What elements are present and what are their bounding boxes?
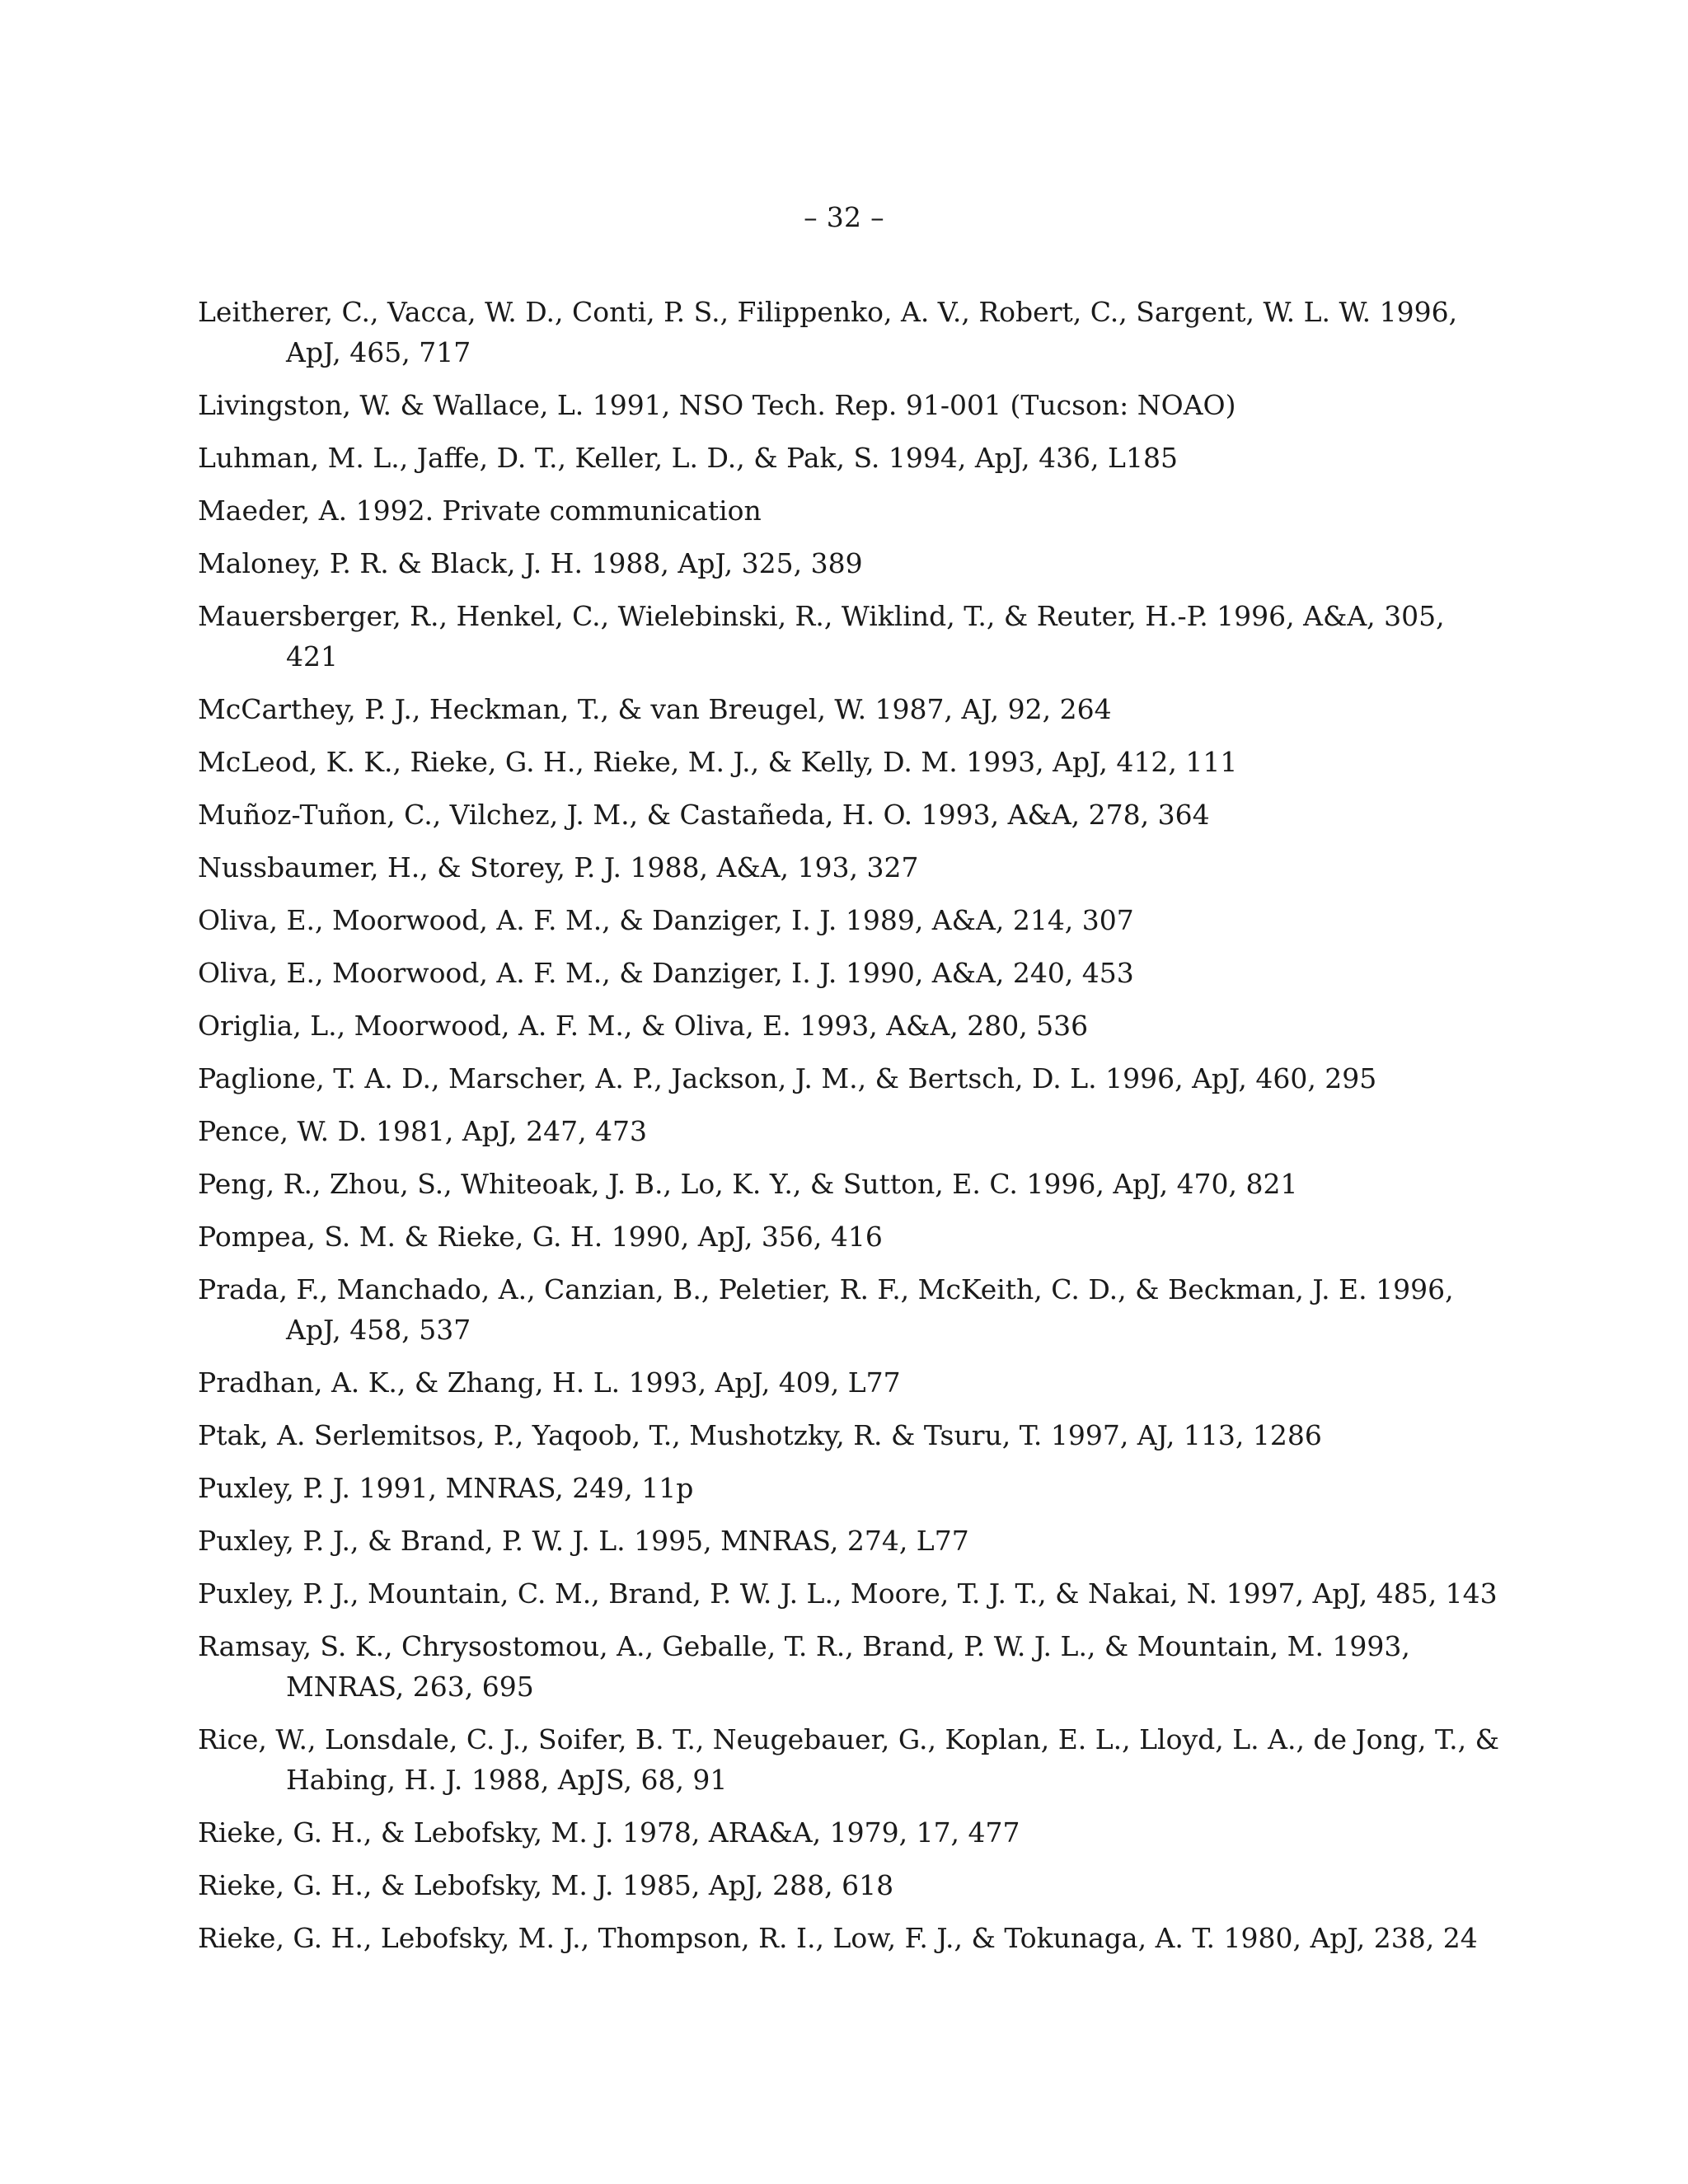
reference-entry: Luhman, M. L., Jaffe, D. T., Keller, L. D., & Pak, S. 1994, ApJ, 436, L185 — [198, 442, 1178, 474]
reference-entry: Pompea, S. M. & Rieke, G. H. 1990, ApJ, 356, 416 — [198, 1221, 883, 1253]
reference-entry: Livingston, W. & Wallace, L. 1991, NSO Tech. Rep. 91-001 (Tucson: NOAO) — [198, 389, 1236, 421]
reference-entry: Puxley, P. J. 1991, MNRAS, 249, 11p — [198, 1472, 694, 1504]
reference-entry: McLeod, K. K., Rieke, G. H., Rieke, M. J., & Kelly, D. M. 1993, ApJ, 412, 111 — [198, 746, 1238, 778]
page-number: – 32 – — [804, 201, 884, 233]
reference-entry: Paglione, T. A. D., Marscher, A. P., Jackson, J. M., & Bertsch, D. L. 1996, ApJ, 460, 295 — [198, 1062, 1377, 1094]
reference-entry: Ptak, A. Serlemitsos, P., Yaqoob, T., Mushotzky, R. & Tsuru, T. 1997, AJ, 113, 1286 — [198, 1419, 1322, 1451]
reference-entry: Puxley, P. J., & Brand, P. W. J. L. 1995, MNRAS, 274, L77 — [198, 1525, 969, 1557]
reference-entry: Ramsay, S. K., Chrysostomou, A., Geballe, T. R., Brand, P. W. J. L., & Mountain, M. 1993, MNRAS, 263, 695 — [198, 1630, 1410, 1703]
reference-entry: Oliva, E., Moorwood, A. F. M., & Danziger, I. J. 1990, A&A, 240, 453 — [198, 957, 1134, 989]
reference-entry: Maeder, A. 1992. Private communication — [198, 494, 762, 527]
reference-entry: Pradhan, A. K., & Zhang, H. L. 1993, ApJ, 409, L77 — [198, 1366, 901, 1399]
reference-entry: Rieke, G. H., & Lebofsky, M. J. 1978, ARA&A, 1979, 17, 477 — [198, 1816, 1020, 1849]
reference-entry: Peng, R., Zhou, S., Whiteoak, J. B., Lo, K. Y., & Sutton, E. C. 1996, ApJ, 470, 821 — [198, 1168, 1298, 1200]
reference-entry: Leitherer, C., Vacca, W. D., Conti, P. S., Filippenko, A. V., Robert, C., Sargent, W. L. W. 1996, ApJ, 465, 717 — [198, 296, 1458, 368]
reference-entry: Rice, W., Lonsdale, C. J., Soifer, B. T., Neugebauer, G., Koplan, E. L., Lloyd, L. A., de Jong, T., & Habing, H. J. 1988, ApJS, 68, 91 — [198, 1723, 1500, 1796]
reference-entry: Oliva, E., Moorwood, A. F. M., & Danziger, I. J. 1989, A&A, 214, 307 — [198, 904, 1134, 936]
reference-entry: Rieke, G. H., & Lebofsky, M. J. 1985, ApJ, 288, 618 — [198, 1869, 894, 1901]
reference-entry: Pence, W. D. 1981, ApJ, 247, 473 — [198, 1115, 648, 1147]
reference-entry: McCarthey, P. J., Heckman, T., & van Breugel, W. 1987, AJ, 92, 264 — [198, 693, 1112, 725]
reference-entry: Rieke, G. H., Lebofsky, M. J., Thompson, R. I., Low, F. J., & Tokunaga, A. T. 1980, ApJ, 238, 24 — [198, 1922, 1478, 1954]
reference-entry: Mauersberger, R., Henkel, C., Wielebinski, R., Wiklind, T., & Reuter, H.-P. 1996, A&A, 305, 421 — [198, 600, 1445, 673]
reference-entry: Muñoz-Tuñon, C., Vilchez, J. M., & Castañeda, H. O. 1993, A&A, 278, 364 — [198, 799, 1210, 831]
reference-entry: Origlia, L., Moorwood, A. F. M., & Oliva, E. 1993, A&A, 280, 536 — [198, 1010, 1089, 1042]
reference-entry: Prada, F., Manchado, A., Canzian, B., Peletier, R. F., McKeith, C. D., & Beckman, J. E. 1996, ApJ, 458, 537 — [198, 1273, 1454, 1346]
reference-list — [198, 292, 1500, 1971]
reference-entry: Nussbaumer, H., & Storey, P. J. 1988, A&A, 193, 327 — [198, 851, 919, 883]
reference-entry: Maloney, P. R. & Black, J. H. 1988, ApJ, 325, 389 — [198, 547, 863, 579]
reference-entry: Puxley, P. J., Mountain, C. M., Brand, P. W. J. L., Moore, T. J. T., & Nakai, N. 1997, ApJ, 485, 143 — [198, 1577, 1498, 1610]
